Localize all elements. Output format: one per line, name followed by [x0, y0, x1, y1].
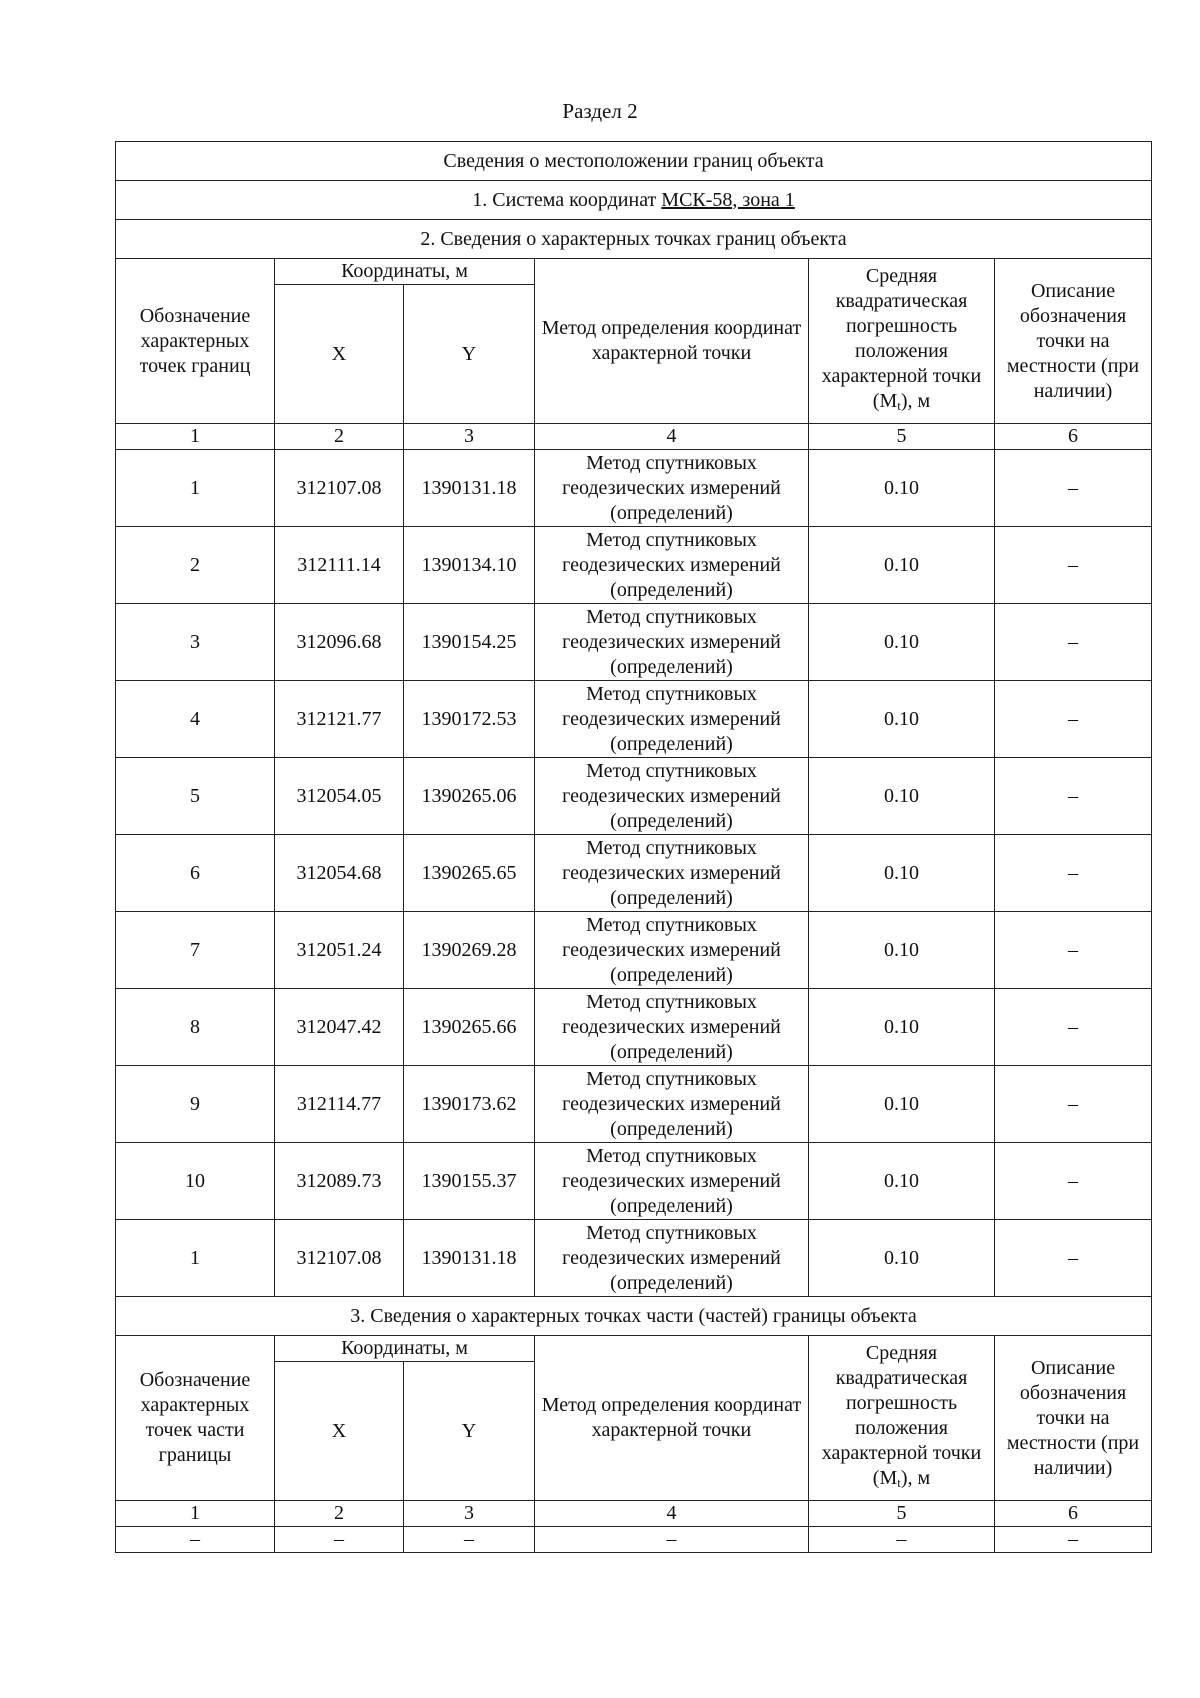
- point-cell: 2: [116, 527, 275, 604]
- x-cell: 312089.73: [275, 1143, 404, 1220]
- error-cell: –: [809, 1527, 995, 1553]
- description-cell: –: [995, 681, 1152, 758]
- point-cell: 6: [116, 835, 275, 912]
- column-number-cell: 5: [809, 1501, 995, 1527]
- column-number-cell: 4: [535, 1501, 809, 1527]
- x-cell: 312111.14: [275, 527, 404, 604]
- y-cell: 1390173.62: [404, 1066, 535, 1143]
- method-cell: Метод спутниковых геодезических измерений (определений): [535, 758, 809, 835]
- column-number-cell: 2: [275, 424, 404, 450]
- x-cell: 312114.77: [275, 1066, 404, 1143]
- x-cell: 312107.08: [275, 450, 404, 527]
- header-coordinates: Координаты, м: [275, 259, 535, 285]
- method-cell: Метод спутниковых геодезических измерений (определений): [535, 450, 809, 527]
- description-cell: –: [995, 527, 1152, 604]
- table-row: [116, 1527, 1152, 1553]
- description-cell: –: [995, 450, 1152, 527]
- description-cell: –: [995, 1143, 1152, 1220]
- method-cell: Метод спутниковых геодезических измерений (определений): [535, 1143, 809, 1220]
- header-error: Средняя квадратическая погрешность положения характерной точки $(M_t)$, м: [809, 259, 995, 424]
- description-cell: –: [995, 989, 1152, 1066]
- method-cell: Метод спутниковых геодезических измерений (определений): [535, 681, 809, 758]
- column-number-cell: 5: [809, 424, 995, 450]
- error-cell: 0.10: [809, 527, 995, 604]
- point-cell: 1: [116, 450, 275, 527]
- table-row: [116, 450, 1152, 527]
- point-cell: 4: [116, 681, 275, 758]
- column-number-cell: 1: [116, 424, 275, 450]
- header3-method: Метод определения координат характерной точки: [535, 1336, 809, 1501]
- table-row: [116, 912, 1152, 989]
- coord-system-label: 1. Система координат: [472, 188, 662, 211]
- boundary-table: [115, 141, 1152, 1553]
- x-cell: –: [275, 1527, 404, 1553]
- error-cell: 0.10: [809, 604, 995, 681]
- header-y: Y: [404, 285, 535, 424]
- y-cell: 1390265.66: [404, 989, 535, 1066]
- table-row: [116, 604, 1152, 681]
- header-point-designation: Обозначение характерных точек границ: [116, 259, 275, 424]
- table-title: Сведения о местоположении границ объекта: [116, 142, 1152, 181]
- y-cell: 1390134.10: [404, 527, 535, 604]
- error-cell: 0.10: [809, 989, 995, 1066]
- column-number-cell: 6: [995, 1501, 1152, 1527]
- error-cell: 0.10: [809, 912, 995, 989]
- error-cell: 0.10: [809, 681, 995, 758]
- column-numbers-row: [116, 1501, 1152, 1527]
- y-cell: –: [404, 1527, 535, 1553]
- description-cell: –: [995, 604, 1152, 681]
- x-cell: 312121.77: [275, 681, 404, 758]
- y-cell: 1390265.65: [404, 835, 535, 912]
- column-number-cell: 4: [535, 424, 809, 450]
- header-method: Метод определения координат характерной точки: [535, 259, 809, 424]
- header3-x: X: [275, 1362, 404, 1501]
- table-row: [116, 835, 1152, 912]
- error-cell: 0.10: [809, 835, 995, 912]
- header3-coordinates: Координаты, м: [275, 1336, 535, 1362]
- y-cell: 1390154.25: [404, 604, 535, 681]
- method-cell: –: [535, 1527, 809, 1553]
- point-cell: 1: [116, 1220, 275, 1297]
- coord-system-value: МСК-58, зона 1: [661, 188, 795, 211]
- error-cell: 0.10: [809, 1066, 995, 1143]
- method-cell: Метод спутниковых геодезических измерений (определений): [535, 912, 809, 989]
- y-cell: 1390155.37: [404, 1143, 535, 1220]
- y-cell: 1390131.18: [404, 450, 535, 527]
- column-number-cell: 3: [404, 424, 535, 450]
- header3-point-designation: Обозначение характерных точек части границы: [116, 1336, 275, 1501]
- description-cell: –: [995, 1066, 1152, 1143]
- description-cell: –: [995, 1220, 1152, 1297]
- x-cell: 312096.68: [275, 604, 404, 681]
- error-cell: 0.10: [809, 450, 995, 527]
- method-cell: Метод спутниковых геодезических измерений (определений): [535, 1066, 809, 1143]
- header-description: Описание обозначения точки на местности (при наличии): [995, 259, 1152, 424]
- header-x: X: [275, 285, 404, 424]
- description-cell: –: [995, 1527, 1152, 1553]
- point-cell: 5: [116, 758, 275, 835]
- point-cell: 10: [116, 1143, 275, 1220]
- table-row: [116, 1143, 1152, 1220]
- table-row: [116, 989, 1152, 1066]
- column-number-cell: 2: [275, 1501, 404, 1527]
- header3-y: Y: [404, 1362, 535, 1501]
- x-cell: 312107.08: [275, 1220, 404, 1297]
- table-row: [116, 681, 1152, 758]
- column-number-cell: 3: [404, 1501, 535, 1527]
- table-row: [116, 1220, 1152, 1297]
- description-cell: –: [995, 835, 1152, 912]
- column-number-cell: 6: [995, 424, 1152, 450]
- method-cell: Метод спутниковых геодезических измерений (определений): [535, 835, 809, 912]
- column-numbers-row: [116, 424, 1152, 450]
- y-cell: 1390172.53: [404, 681, 535, 758]
- section2-title: 2. Сведения о характерных точках границ объекта: [116, 220, 1152, 259]
- header3-error: Средняя квадратическая погрешность положения характерной точки $(M_t)$, м: [809, 1336, 995, 1501]
- x-cell: 312051.24: [275, 912, 404, 989]
- point-cell: 9: [116, 1066, 275, 1143]
- section-label: Раздел 2: [562, 99, 638, 123]
- error-cell: 0.10: [809, 1220, 995, 1297]
- point-cell: –: [116, 1527, 275, 1553]
- table-row: [116, 1066, 1152, 1143]
- error-cell: 0.10: [809, 1143, 995, 1220]
- y-cell: 1390131.18: [404, 1220, 535, 1297]
- y-cell: 1390265.06: [404, 758, 535, 835]
- point-cell: 8: [116, 989, 275, 1066]
- table-row: [116, 758, 1152, 835]
- table-row: [116, 527, 1152, 604]
- y-cell: 1390269.28: [404, 912, 535, 989]
- point-cell: 3: [116, 604, 275, 681]
- x-cell: 312054.68: [275, 835, 404, 912]
- header3-description: Описание обозначения точки на местности (при наличии): [995, 1336, 1152, 1501]
- method-cell: Метод спутниковых геодезических измерений (определений): [535, 527, 809, 604]
- section3-title: 3. Сведения о характерных точках части (частей) границы объекта: [116, 1297, 1152, 1336]
- x-cell: 312047.42: [275, 989, 404, 1066]
- method-cell: Метод спутниковых геодезических измерений (определений): [535, 604, 809, 681]
- x-cell: 312054.05: [275, 758, 404, 835]
- method-cell: Метод спутниковых геодезических измерений (определений): [535, 1220, 809, 1297]
- description-cell: –: [995, 912, 1152, 989]
- method-cell: Метод спутниковых геодезических измерений (определений): [535, 989, 809, 1066]
- coord-system-row: [116, 181, 1152, 220]
- column-number-cell: 1: [116, 1501, 275, 1527]
- point-cell: 7: [116, 912, 275, 989]
- error-cell: 0.10: [809, 758, 995, 835]
- description-cell: –: [995, 758, 1152, 835]
